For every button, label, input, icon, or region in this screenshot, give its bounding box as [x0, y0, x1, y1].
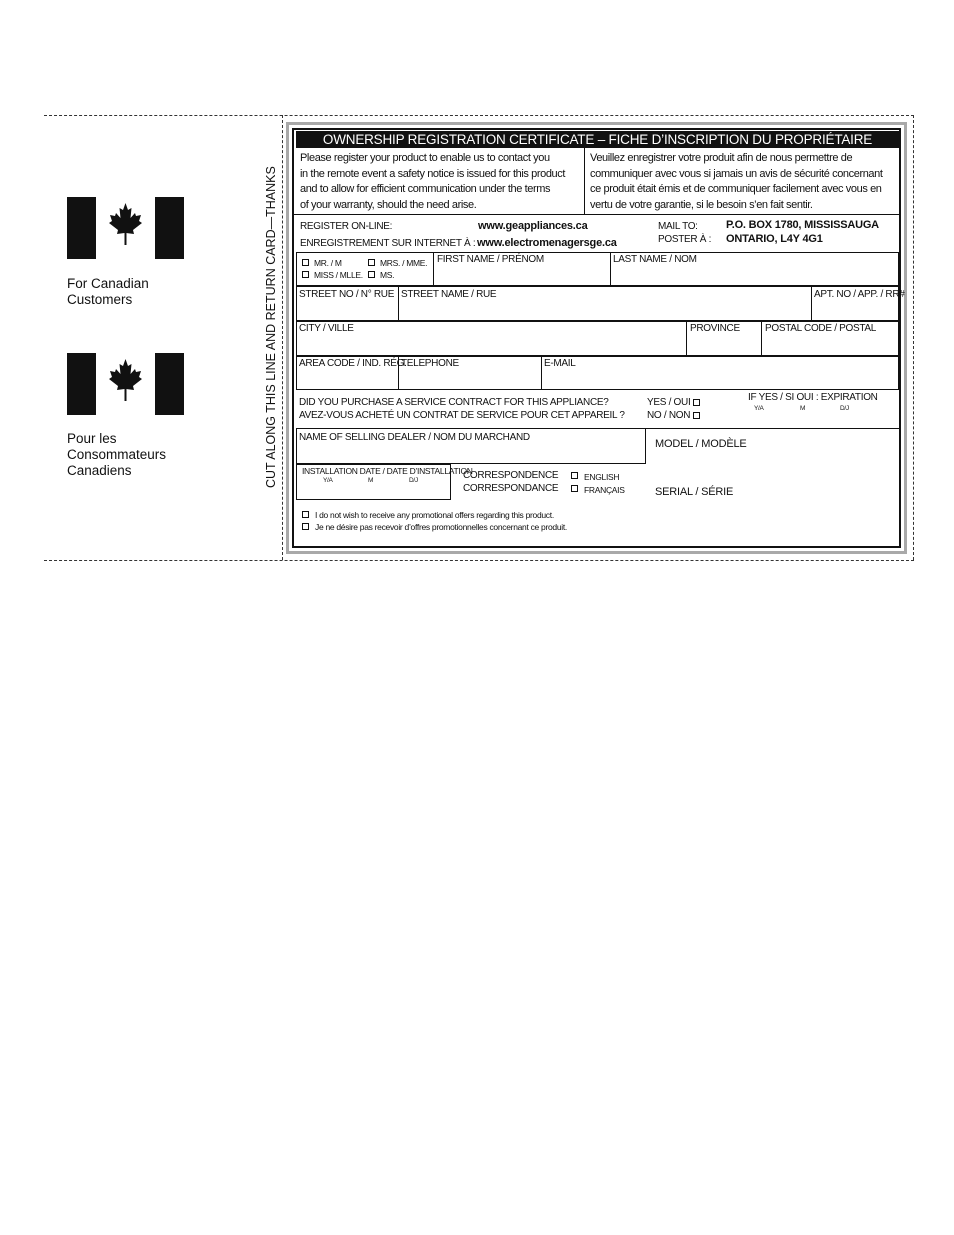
expiration-year-label: Y/A: [754, 405, 764, 412]
serial-field[interactable]: SERIAL / SÉRIE: [655, 486, 734, 498]
installation-month-label: M: [368, 477, 374, 484]
title-miss-label: MISS / MLLE.: [314, 270, 363, 280]
telephone-field[interactable]: TELEPHONE: [401, 358, 459, 369]
email-field[interactable]: E-MAIL: [544, 358, 576, 369]
last-name-field[interactable]: LAST NAME / NOM: [613, 254, 697, 265]
register-online-label: REGISTER ON-LINE:: [300, 221, 393, 232]
mr-checkbox[interactable]: [302, 259, 309, 266]
mail-to-label: MAIL TO:: [658, 221, 698, 232]
postal-code-field[interactable]: POSTAL CODE / POSTAL: [765, 323, 877, 334]
street-name-field[interactable]: STREET NAME / RUE: [401, 289, 497, 300]
canada-flag-icon: [67, 353, 184, 415]
cut-instruction: CUT ALONG THIS LINE AND RETURN CARD—THANKS: [264, 166, 278, 488]
expiration-day-label: D/J: [840, 405, 849, 412]
cut-line-right: [913, 115, 914, 560]
english-checkbox[interactable]: [571, 472, 578, 479]
register-online-label-fr: ENREGISTREMENT SUR INTERNET À :: [300, 238, 476, 249]
cut-line-top: [44, 115, 914, 116]
service-question-en: DID YOU PURCHASE A SERVICE CONTRACT FOR THIS APPLIANCE?: [299, 397, 609, 408]
service-question-fr: AVEZ-VOUS ACHETÉ UN CONTRAT DE SERVICE POUR CET APPAREIL ?: [299, 410, 625, 421]
dealer-field[interactable]: NAME OF SELLING DEALER / NOM DU MARCHAND: [299, 432, 530, 443]
province-field[interactable]: PROVINCE: [690, 323, 740, 334]
no-non-label: NO / NON: [647, 410, 691, 421]
english-label: ENGLISH: [584, 472, 620, 482]
mail-address-line-2: ONTARIO, L4Y 4G1: [726, 233, 823, 245]
yes-oui-label: YES / OUI: [647, 397, 691, 408]
mrs-checkbox[interactable]: [368, 259, 375, 266]
canada-flag-icon: [67, 197, 184, 259]
model-field[interactable]: MODEL / MODÈLE: [655, 438, 747, 450]
correspondence-label-en: CORRESPONDENCE: [463, 470, 559, 481]
card-title: OWNERSHIP REGISTRATION CERTIFICATE – FICHE D’INSCRIPTION DU PROPRIÉTAIRE: [296, 131, 899, 148]
street-no-field[interactable]: STREET NO / N° RUE: [299, 289, 395, 300]
optout-fr-checkbox[interactable]: [302, 523, 309, 530]
title-mrs-label: MRS. / MME.: [380, 258, 428, 268]
intro-french: Veuillez enregistrer votre produit afin de nous permettre de communiquer avec vous si jamais un avis de sécurité concernant ce produit était émis et de communiquer facilement avec vous en vertu de votre garantie, si le besoin s’en fait sentir.: [590, 152, 883, 211]
first-name-field[interactable]: FIRST NAME / PRÉNOM: [437, 254, 544, 265]
optout-en-label: I do not wish to receive any promotional offers regarding this product.: [315, 510, 554, 520]
ms-checkbox[interactable]: [368, 271, 375, 278]
mail-address-line-1: P.O. BOX 1780, MISSISSAUGA: [726, 219, 879, 231]
area-code-field[interactable]: AREA CODE / IND. RÉG.: [299, 358, 407, 369]
title-mr-label: MR. / M: [314, 258, 342, 268]
caption-pour-les-consommateurs: Pour les Consommateurs Canadiens: [67, 431, 167, 478]
installation-year-label: Y/A: [323, 477, 333, 484]
register-online-url[interactable]: www.geappliances.ca: [478, 220, 588, 232]
optout-en-checkbox[interactable]: [302, 511, 309, 518]
installation-day-label: D/J: [409, 477, 418, 484]
miss-checkbox[interactable]: [302, 271, 309, 278]
francais-checkbox[interactable]: [571, 485, 578, 492]
optout-fr-label: Je ne désire pas recevoir d’offres promotionnelles concernant ce produit.: [315, 522, 567, 532]
caption-for-canadian-customers: For Canadian Customers: [67, 276, 149, 307]
cut-line-bottom: [44, 560, 914, 561]
city-field[interactable]: CITY / VILLE: [299, 323, 354, 334]
installation-date-label[interactable]: INSTALLATION DATE / DATE D’INSTALLATION: [302, 466, 473, 476]
no-checkbox[interactable]: [693, 412, 700, 419]
register-online-url-fr[interactable]: www.electromenagersge.ca: [477, 237, 617, 249]
intro-english: Please register your product to enable us to contact you in the remote event a safety notice is issued for this product and to allow for efficient communication under the terms of your warranty, should the need arise.: [300, 152, 566, 211]
mail-to-label-fr: POSTER À :: [658, 234, 712, 245]
title-ms-label: MS.: [380, 270, 395, 280]
expiration-month-label: M: [800, 405, 806, 412]
cut-line-middle: [282, 115, 283, 560]
correspondence-label-fr: CORRESPONDANCE: [463, 483, 559, 494]
yes-checkbox[interactable]: [693, 399, 700, 406]
apt-no-field[interactable]: APT. NO / APP. / RR#: [814, 289, 905, 300]
francais-label: FRANÇAIS: [584, 485, 625, 495]
if-yes-expiration-label: IF YES / SI OUI : EXPIRATION: [748, 392, 878, 403]
